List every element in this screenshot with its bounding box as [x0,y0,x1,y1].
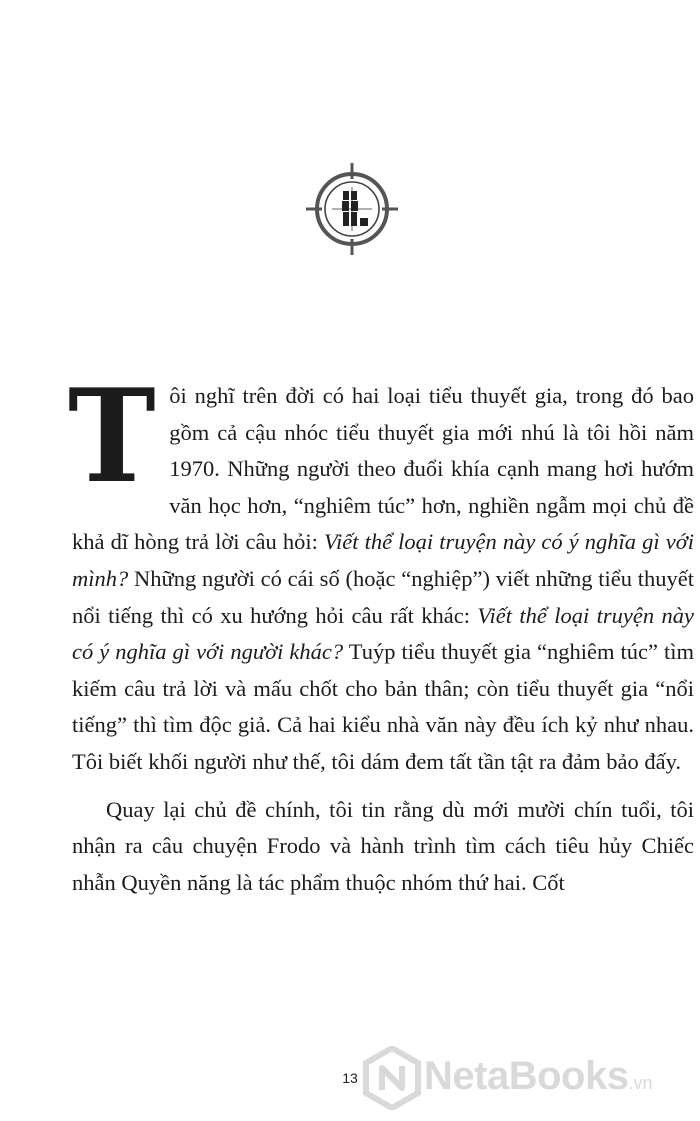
crosshair-figures-icon [306,163,398,255]
page-number: 13 [342,1070,358,1086]
paragraph-2 [72,792,694,902]
watermark-tld: .vn [628,1073,653,1093]
text-segment: Quay lại chủ đề chính, tôi tin rằng dù mới mười chín tuổi, tôi nhận ra câu chuyện Frodo và hành trình tìm cách tiêu hủy Chiếc nhẫn Quyền năng là tác phẩm thuộc nhóm thứ hai. Cốt [72,796,694,895]
body-text [68,362,695,901]
watermark-brand: NetaBooks [424,1054,629,1098]
netabooks-logo-icon [362,1046,422,1110]
text-segment: Những người có cái số (hoặc “nghiệp”) viết những tiểu thuyết nổi tiếng thì có xu hướng hỏi câu rất khác: [72,565,694,628]
drop-cap: T [68,362,156,512]
paragraph-1 [68,362,695,781]
watermark-text [424,1054,652,1099]
watermark [362,1046,700,1110]
text-segment: Tuýp tiểu thuyết gia “nghiêm túc” tìm kiếm câu trả lời và mấu chốt cho bản thân; còn tiểu thuyết gia “nổi tiếng” thì tìm độc giả. Cả hai kiểu nhà văn này đều ích kỷ như nhau. Tôi biết khối người như thế, tôi dám đem tất tần tật ra đảm bảo đấy. [72,639,695,774]
italic-question-others: Viết thể loại truyện này có ý nghĩa gì với người khác? [72,602,694,665]
italic-question-self: Viết thể loại truyện này có ý nghĩa gì với mình? [72,529,694,591]
text-segment: ôi nghĩ trên đời có hai loại tiểu thuyết gia, trong đó bao gồm cả cậu nhóc tiểu thuyết gia mới nhú là tôi hồi năm 1970. Những người theo đuổi khía cạnh mang hơi hướm văn học hơn, “nghiêm túc” hơn, nghiền ngẫm mọi chủ đề khả dĩ hòng trả lời câu hỏi: [72,383,694,555]
